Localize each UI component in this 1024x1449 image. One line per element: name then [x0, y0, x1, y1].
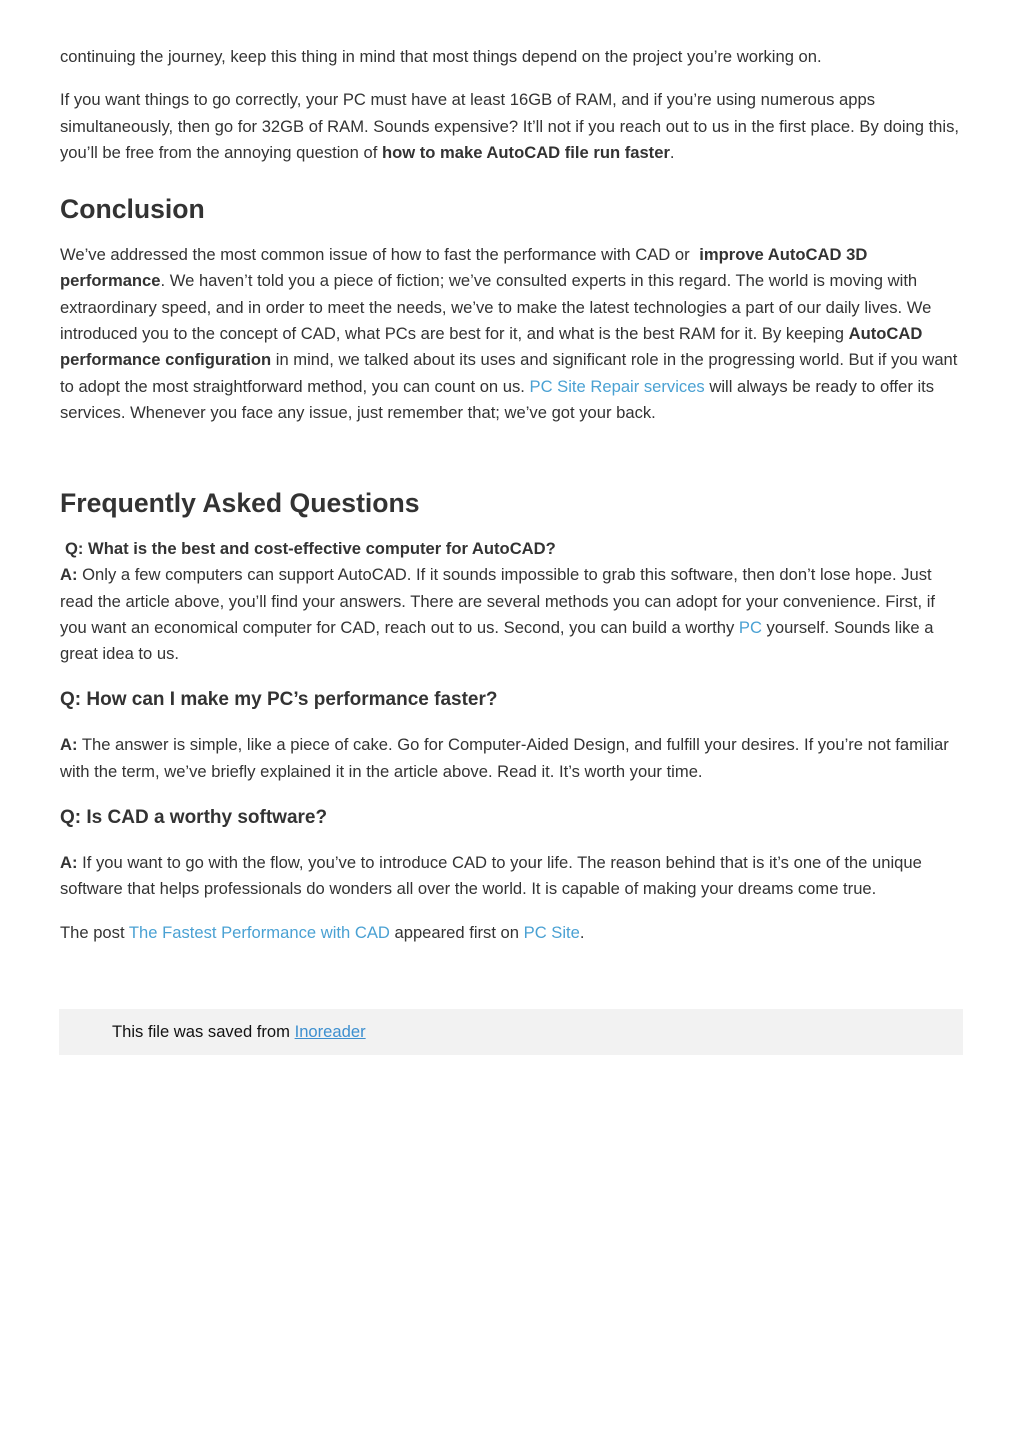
faq-heading: Frequently Asked Questions	[60, 488, 420, 519]
faq-answer-1-text-1: Only a few computers can support AutoCAD. If it sounds impossible to grab this software, then don’t lose hope. Just read the article above, you’ll find your answers. There are several methods you can adopt for your convenience. First, if you want an economical computer for CAD, reach out to us. Second, you can build a worthy	[60, 565, 936, 637]
ram-paragraph-text: If you want things to go correctly, your PC must have at least 16GB of RAM, and if you’re using numerous apps simultaneously, then go for 32GB of RAM. Sounds expensive? It’ll not if you reach out to us in the first place. By doing this, you’ll be free from the annoying question of	[60, 90, 960, 162]
ram-paragraph-bold: how to make AutoCAD file run faster	[381, 142, 670, 162]
faq-answer-1-text-2: yourself. Sounds like a great idea to us.	[60, 617, 934, 664]
post-footer-end: .	[579, 922, 585, 942]
faq-question-2: Q: How can I make my PC’s performance faster?	[60, 689, 498, 711]
conclusion-text-3: in mind, we talked about its uses and significant role in the progressing world. But if you want to adopt the most straightforward method, you can count on us.	[60, 350, 958, 396]
conclusion-bold-2: AutoCAD performance configuration	[60, 324, 923, 370]
ram-paragraph-end: .	[669, 142, 675, 162]
faq-answer-3-label: A:	[60, 853, 78, 873]
pc-site-link[interactable]: PC Site	[523, 922, 580, 942]
faq-answer-2	[60, 732, 964, 785]
conclusion-heading: Conclusion	[60, 194, 205, 225]
faq-answer-3	[60, 850, 964, 903]
inoreader-link[interactable]: Inoreader	[294, 1022, 366, 1041]
faq-answer-3-text: If you want to go with the flow, you’ve to introduce CAD to your life. The reason behind that is it’s one of the unique software that helps professionals do wonders all over the world. It is capable of making your dreams come true.	[60, 853, 922, 899]
saved-notice-prefix: This file was saved from	[112, 1022, 295, 1041]
faq-question-1: Q: What is the best and cost-effective computer for AutoCAD?	[65, 539, 556, 559]
faq-question-3: Q: Is CAD a worthy software?	[60, 807, 328, 829]
faq-answer-2-label: A:	[60, 735, 78, 755]
conclusion-paragraph	[60, 242, 964, 426]
post-footer-middle: appeared first on	[389, 922, 524, 942]
conclusion-text-1: We’ve addressed the most common issue of how to fast the performance with CAD or	[60, 245, 695, 265]
faq-answer-1-label: A:	[60, 565, 78, 585]
pc-site-repair-link[interactable]: PC Site Repair services	[529, 376, 705, 396]
article-body	[60, 44, 964, 946]
conclusion-bold-1: improve AutoCAD 3D performance	[60, 245, 868, 291]
conclusion-text-2: . We haven’t told you a piece of fiction; we’ve consulted experts in this regard. The world is moving with extraordinary speed, and in order to meet the needs, we’ve to make the latest technologies a part of our daily lives. We introduced you to the concept of CAD, what PCs are best for it, and what is the best RAM for it. By keeping	[60, 271, 932, 344]
pc-link[interactable]: PC	[738, 617, 762, 637]
post-title-link[interactable]: The Fastest Performance with CAD	[128, 922, 390, 942]
conclusion-text-4: will always be ready to offer its services. Whenever you face any issue, just remember that; we’ve got your back.	[60, 376, 935, 422]
faq-answer-2-text: The answer is simple, like a piece of cake. Go for Computer-Aided Design, and fulfill your desires. If you’re not familiar with the term, we’ve briefly explained it in the article above. Read it. It’s worth your time.	[60, 735, 949, 781]
ram-paragraph	[60, 87, 964, 166]
intro-paragraph: continuing the journey, keep this thing in mind that most things depend on the project you’re working on.	[60, 47, 822, 66]
post-footer-prefix: The post	[60, 922, 129, 942]
saved-notice-box	[59, 1009, 963, 1055]
saved-notice	[112, 1021, 366, 1043]
post-footer	[60, 920, 964, 946]
faq-answer-1	[60, 562, 964, 667]
